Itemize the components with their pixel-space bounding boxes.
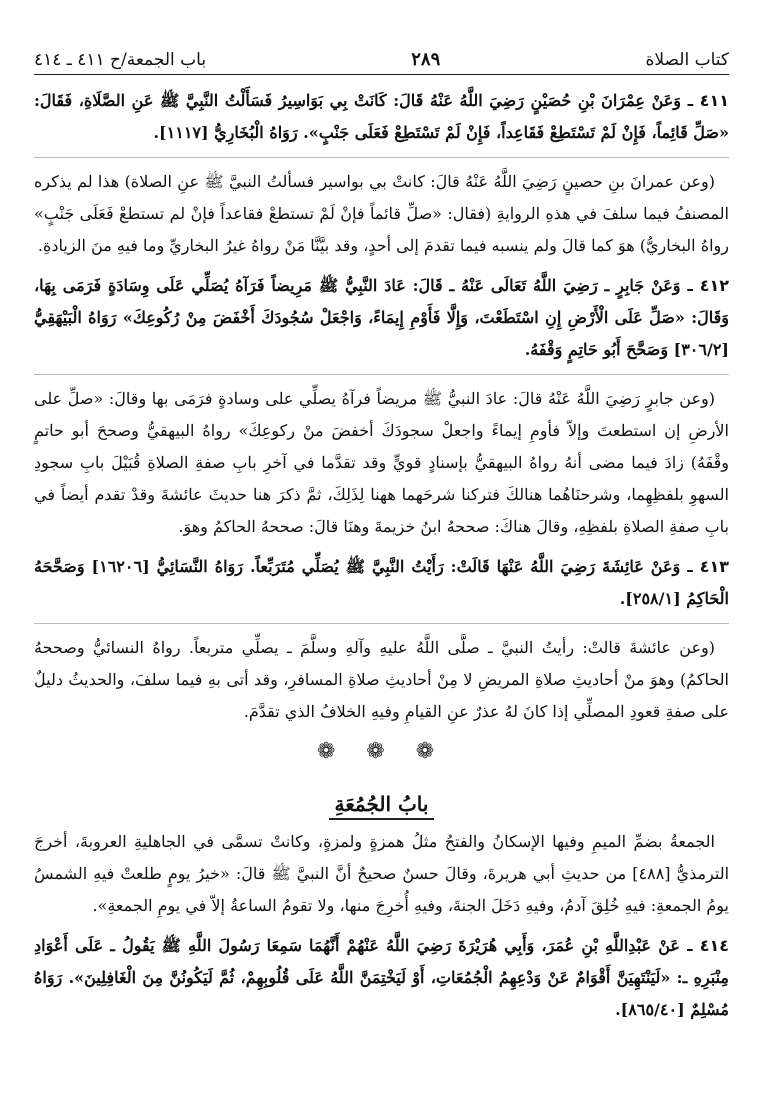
flower-ornament-icon: ❁ xyxy=(366,739,397,764)
flower-ornament-icon: ❁ xyxy=(415,739,447,764)
hadith-number: ٤١٢ ـ xyxy=(687,276,730,295)
flower-ornament-icon: ❁ xyxy=(316,739,348,764)
divider xyxy=(34,623,729,624)
hadith-413 xyxy=(34,551,729,615)
commentary-412: (وعن جابرٍ رَضِيَ اللَّهُ عَنْهُ قالَ: عادَ النبيُّ ﷺ مريضاً فرآهُ يصلِّي على وسادةٍ فرَمَى بها وقالَ: «صلِّ على الأرضِ إن استطعتَ وإلاّ فأومِ إيماءً واجعلْ سجودَكَ أخفضَ منْ ركوعِكَ» رواهُ البيهقيُّ وصححَ أبو حاتمٍ وقْفَهُ) زادَ فيما مضى أنهُ رواهُ البيهقيُّ بإسنادٍ قويٍّ وقد تقدَّما في آخرِ بابِ صفةِ الصلاةِ قُبَيْلَ بابِ سجودِ السهوِ بلفظِهِما، وشرحنَاهُما هنالكَ فتركنا شرحَهما ههنا لِذَلِكَ، ثمَّ ذكرَ هنا حديثَ عائشةَ وقدْ تقدم أيضاً في بابِ صفةِ الصلاةِ بلفظِهِ، وقالَ هناكَ: صححهُ ابنُ خزيمةَ وهنَا قالَ: صححهُ الحاكمُ وهوَ. xyxy=(34,389,730,536)
hadith-414 xyxy=(34,930,729,1026)
hadith-number: ٤١٣ ـ xyxy=(687,557,729,576)
book-page xyxy=(34,40,729,1034)
hadith-text: وَعَنْ عَائِشَةَ رَضِيَ اللَّهُ عَنْهَا قَالَتْ: رَأَيْتُ النَّبِيَّ ﷺ يُصَلِّي مُتَرَبِّعاً. رَوَاهُ النَّسَائِيُّ [١٦٢٠٦] وَصَحَّحَهُ الْحَاكِمُ [٢٥٨/١]. xyxy=(34,557,729,608)
hadith-411 xyxy=(34,85,729,149)
divider xyxy=(34,374,729,375)
book-title: كتاب الصلاة xyxy=(645,50,729,70)
commentary-411: (وعن عمرانَ بنِ حصينٍ رَضِيَ اللَّهُ عَنْهُ قالَ: كانتْ بي بواسير فسألتُ النبيَّ ﷺ عنِ الصلاة) هذا لم يذكره المصنفُ فيما سلفَ في هذهِ الروايةِ (فقال: «صلِّ قائماً فإنْ لَمْ تستطعْ فقاعداً فإنْ لم تستطعْ فَعَلَى جَنْبٍ» رواهُ البخاريُّ) هوَ كما قالَ ولم ينسبه فيما تقدمَ إلى أحدٍ، وقد بيَّنَّا مَنْ رواهُ غيرُ البخاريِّ وما فيهِ منَ الزيادةِ. xyxy=(34,172,729,255)
chapter-heading xyxy=(34,788,729,820)
page-header xyxy=(34,40,729,75)
hadith-text: وَعَنْ جَابِرٍ ـ رَضِيَ اللَّهُ تَعَالَى عَنْهُ ـ قَالَ: عَادَ النَّبِيُّ ﷺ مَرِيضاً فَرَآهُ يُصَلِّي عَلَى وِسَادَةٍ فَرَمَى بِهَا، وَقَالَ: «صَلِّ عَلَى الْأَرْضِ إِنِ اسْتَطَعْتَ، وَإِلَّا فَأَوْمِ إِيمَاءً، وَاجْعَلْ سُجُودَكَ أَخْفَضَ مِنْ رُكُوعِكَ» رَوَاهُ الْبَيْهَقِيُّ [٣٠٦/٢] وَصَحَّحَ أَبُو حَاتِمٍ وَقْفَهُ. xyxy=(34,276,730,359)
hadith-412 xyxy=(34,270,729,366)
chapter-reference: باب الجمعة/ح ٤١١ ـ ٤١٤ xyxy=(34,50,207,70)
chapter-title: بابُ الجُمُعَةِ xyxy=(329,792,435,820)
hadith-text: وَعَنْ عِمْرَانَ بْنِ حُصَيْنٍ رَضِيَ اللَّهُ عَنْهُ قَالَ: كَانَتْ بِي بَوَاسِيرُ فَسَأَلْتُ النَّبِيَّ ﷺ عَنِ الصَّلَاةِ، فَقَالَ: «صَلِّ قَائِماً، فَإِنْ لَمْ تَسْتَطِعْ فَقَاعِداً، فَإِنْ لَمْ تَسْتَطِعْ فَعَلَى جَنْبٍ». رَوَاهُ الْبُخَارِيُّ [١١١٧]. xyxy=(34,91,729,142)
commentary-413: (وعن عائشةَ قالتْ: رأيتُ النبيَّ ـ صلَّى اللَّهُ عليهِ وآلهِ وسلَّمَ ـ يصلِّي متربعاً. رواهُ النسائيُّ وصححهُ الحاكمُ) وهوَ منْ أحاديثِ صلاةِ المريضِ لا مِنْ أحاديثِ صلاةِ المسافرِ، وقد أتى بهِ فيما سلفَ، والحديثُ دليلٌ على صفةِ قعودِ المصلِّي إذا كانَ لهُ عذرٌ عنِ القيامِ وفيهِ الخلافُ الذي تقدَّمَ. xyxy=(34,638,729,721)
hadith-number: ٤١٤ ـ xyxy=(687,936,729,955)
page-number: ٢٨٩ xyxy=(411,49,441,70)
divider xyxy=(34,157,729,158)
chapter-intro: الجمعةُ بضمِّ الميمِ وفيها الإسكانُ والفتحُ مثلُ همزةٍ ولمزةٍ، وكانتْ تسمَّى في الجاهليةِ العروبةَ، أخرجَ الترمذيُّ [٤٨٨] من حديثِ أبي هريرةَ، وقالَ حسنٌ صحيحٌ أنَّ النبيَّ ﷺ قالَ: «خيرُ يومٍ طلعتْ فيهِ الشمسُ يومُ الجمعةِ: فيهِ خُلِقَ آدمُ، وفيهِ دَخَلَ الجنةَ، وفيهِ أُخرِجَ منها، ولا تقومُ الساعةُ إلاّ في يومِ الجمعةِ». xyxy=(34,832,730,915)
section-separator xyxy=(34,736,729,768)
hadith-text: عَنْ عَبْدِاللَّهِ بْنِ عُمَرَ، وَأَبِي هُرَيْرَةَ رَضِيَ اللَّهُ عَنْهُمْ أَنَّهُمَا سَمِعَا رَسُولَ اللَّهِ ﷺ يَقُولُ ـ عَلَى أَعْوَادِ مِنْبَرِهِ ـ: «لَيَنْتَهِيَنَّ أَقْوَامٌ عَنْ وَدْعِهِمُ الْجُمُعَاتِ، أَوْ لَيَخْتِمَنَّ اللَّهُ عَلَى قُلُوبِهِمْ، ثُمَّ لَيَكُونُنَّ مِنَ الْغَافِلِينَ». رَوَاهُ مُسْلِمٌ [٨٦٥/٤٠]. xyxy=(34,936,729,1019)
hadith-number: ٤١١ ـ xyxy=(687,91,729,110)
page-content xyxy=(34,85,729,1026)
